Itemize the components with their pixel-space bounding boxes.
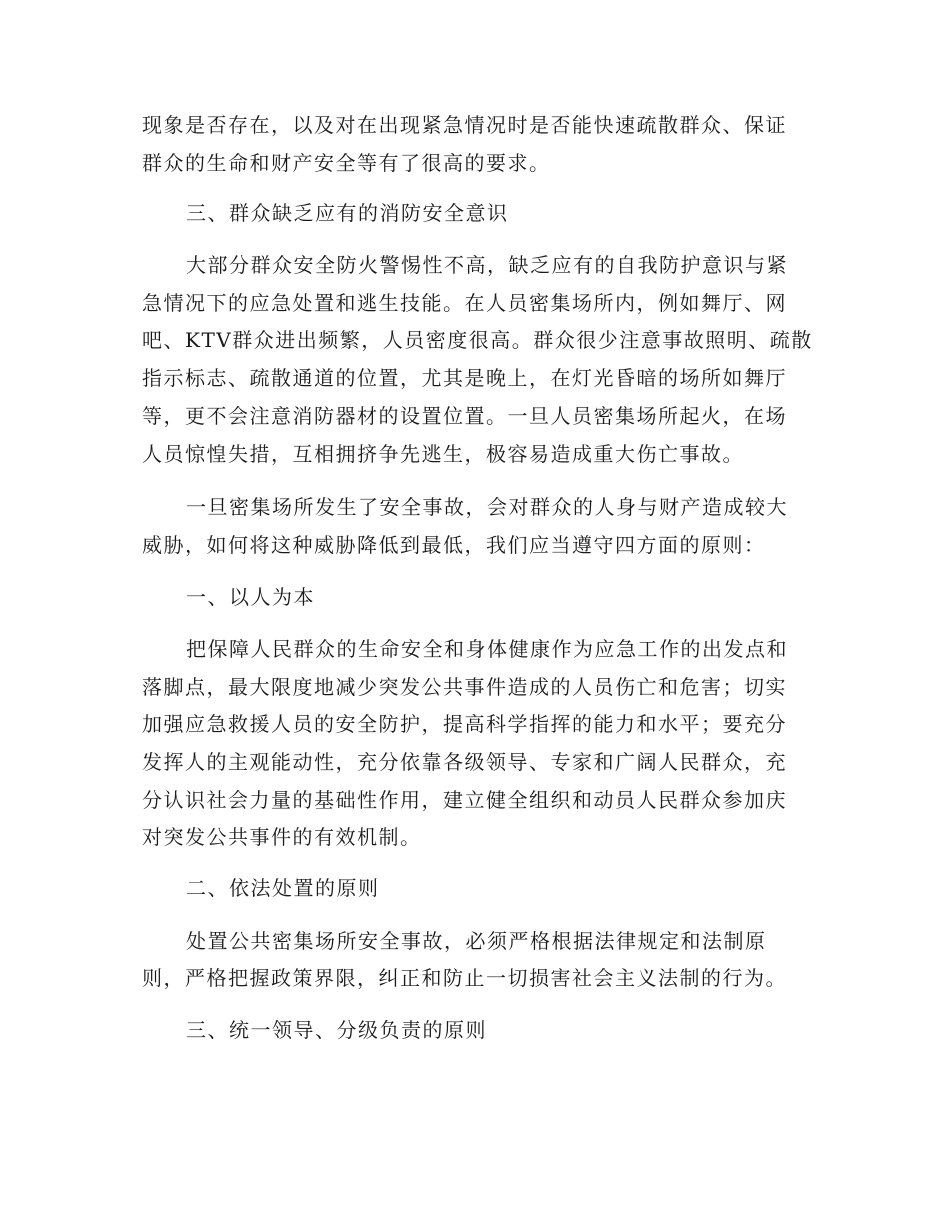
section-heading: 三、群众缺乏应有的消防安全意识 (186, 201, 509, 225)
section-heading: 一、以人为本 (186, 585, 315, 609)
paragraph-line: 分认识社会力量的基础性作用，建立健全组织和动员人民群众参加庆 (142, 788, 787, 812)
paragraph-line: 落脚点，最大限度地减少突发公共事件造成的人员伤亡和危害；切实 (142, 675, 787, 699)
paragraph-line: 等，更不会注意消防器材的设置位置。一旦人员密集场所起火，在场 (142, 404, 787, 428)
paragraph-line: 加强应急救援人员的安全防护，提高科学指挥的能力和水平；要充分 (142, 712, 787, 736)
paragraph-line: 现象是否存在，以及对在出现紧急情况时是否能快速疏散群众、保证 (142, 113, 787, 137)
paragraph-line: 人员惊惶失措，互相拥挤争先逃生，极容易造成重大伤亡事故。 (142, 442, 744, 466)
section-heading: 二、依法处置的原则 (186, 876, 380, 900)
paragraph-line: 指示标志、疏散通道的位置，尤其是晚上，在灯光昏暗的场所如舞厅 (142, 366, 787, 390)
paragraph-line: 处置公共密集场所安全事故，必须严格根据法律规定和法制原 (186, 929, 767, 953)
paragraph-line: 吧、KTV群众进出频繁，人员密度很高。群众很少注意事故照明、疏散 (142, 328, 813, 352)
paragraph-line: 急情况下的应急处置和逃生技能。在人员密集场所内，例如舞厅、网 (142, 291, 787, 315)
paragraph-line: 把保障人民群众的生命安全和身体健康作为应急工作的出发点和 (186, 637, 788, 661)
paragraph-line: 威胁，如何将这种威胁降低到最低，我们应当遵守四方面的原则： (142, 533, 766, 557)
section-heading: 三、统一领导、分级负责的原则 (186, 1018, 487, 1042)
paragraph-line: 对突发公共事件的有效机制。 (142, 825, 422, 849)
paragraph-line: 则，严格把握政策界限，纠正和防止一切损害社会主义法制的行为。 (142, 966, 787, 990)
paragraph-line: 发挥人的主观能动性，充分依靠各级领导、专家和广阔人民群众，充 (142, 750, 787, 774)
paragraph-line: 一旦密集场所发生了安全事故，会对群众的人身与财产造成较大 (186, 495, 788, 519)
paragraph-line: 群众的生命和财产安全等有了很高的要求。 (142, 151, 551, 175)
paragraph-line: 大部分群众安全防火警惕性不高，缺乏应有的自我防护意识与紧 (186, 253, 788, 277)
